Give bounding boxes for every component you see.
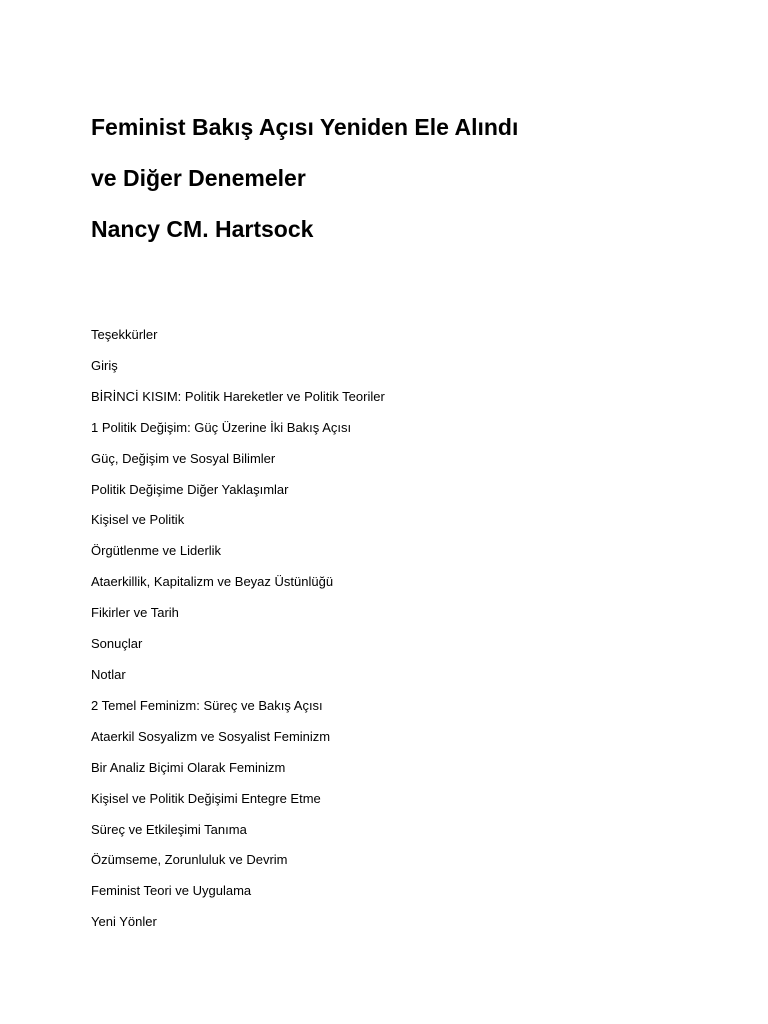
subtitle-line: ve Diğer Denemeler xyxy=(91,165,306,191)
toc-item: Politik Değişime Diğer Yaklaşımlar xyxy=(91,481,289,497)
toc-item: Süreç ve Etkileşimi Tanıma xyxy=(91,821,247,837)
toc-item: Güç, Değişim ve Sosyal Bilimler xyxy=(91,450,276,466)
toc-item: Sonuçlar xyxy=(91,636,143,652)
toc-item: Notlar xyxy=(91,666,126,682)
toc-item: Teşekkürler xyxy=(91,327,158,342)
toc-item: 2 Temel Feminizm: Süreç ve Bakış Açısı xyxy=(91,697,323,713)
title-line: Feminist Bakış Açısı Yeniden Ele Alındı xyxy=(91,114,519,140)
toc-item: Özümseme, Zorunluluk ve Devrim xyxy=(91,852,288,868)
toc-item: Fikirler ve Tarih xyxy=(91,605,179,621)
toc-item: Bir Analiz Biçimi Olarak Feminizm xyxy=(91,759,286,775)
toc-item: 1 Politik Değişim: Güç Üzerine İki Bakış Açısı xyxy=(91,419,352,435)
toc-item: Örgütlenme ve Liderlik xyxy=(91,543,222,559)
toc-item: Ataerkil Sosyalizm ve Sosyalist Feminizm xyxy=(91,728,331,744)
toc-item: Feminist Teori ve Uygulama xyxy=(91,883,252,899)
toc-item: Ataerkillik, Kapitalizm ve Beyaz Üstünlüğü xyxy=(91,574,334,590)
document-title xyxy=(91,114,711,267)
table-of-contents xyxy=(91,326,711,944)
toc-item: Giriş xyxy=(91,357,118,373)
toc-item: Kişisel ve Politik Değişimi Entegre Etme xyxy=(91,790,321,806)
author-line: Nancy CM. Hartsock xyxy=(91,216,314,242)
toc-item: BİRİNCİ KISIM: Politik Hareketler ve Politik Teoriler xyxy=(91,388,385,404)
toc-item: Kişisel ve Politik xyxy=(91,512,185,528)
toc-item: Yeni Yönler xyxy=(91,914,157,930)
